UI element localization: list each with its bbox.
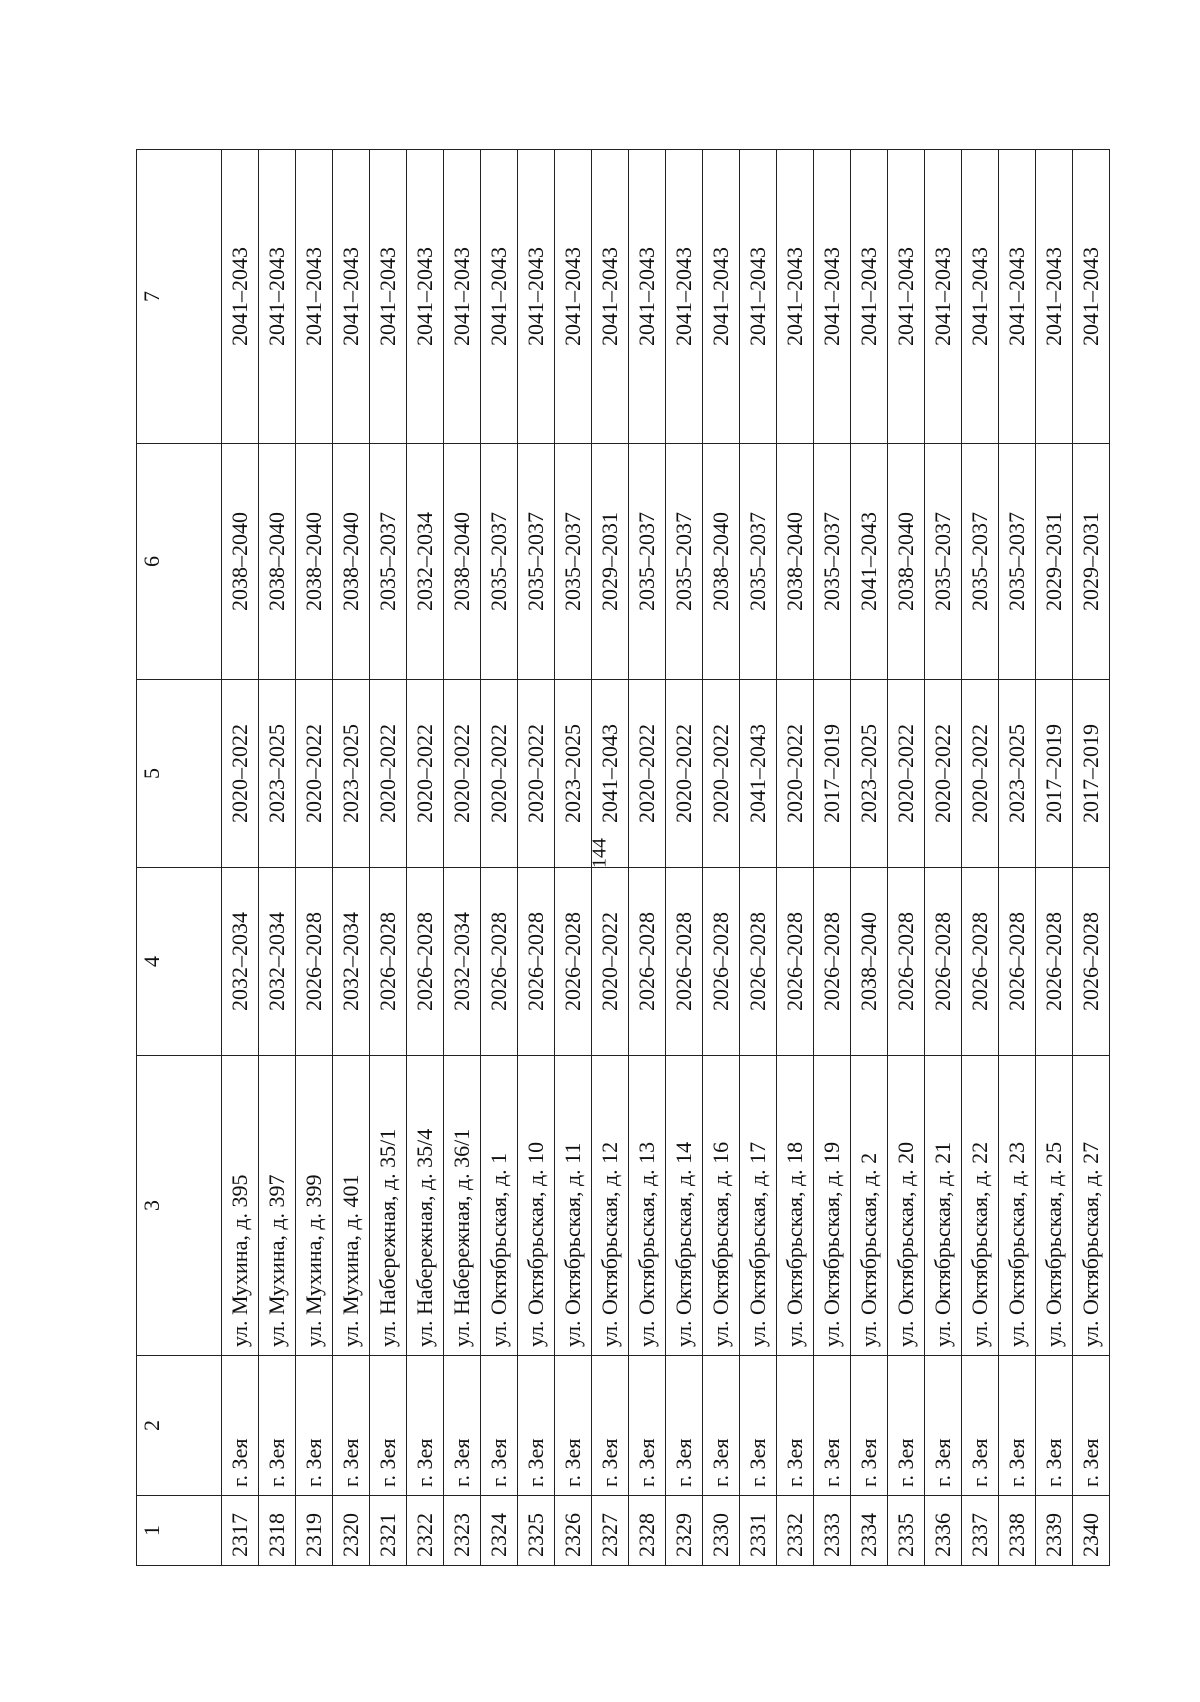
- address-cell: ул. Октябрьская, д. 23: [999, 1056, 1036, 1356]
- address-cell: ул. Набережная, д. 36/1: [444, 1056, 481, 1356]
- period-col4-cell: 2026–2028: [518, 868, 555, 1056]
- period-col5-cell: 2020–2022: [370, 680, 407, 868]
- period-col5-cell: 2020–2022: [481, 680, 518, 868]
- period-col4-cell: 2026–2028: [481, 868, 518, 1056]
- city-cell: г. Зея: [222, 1356, 259, 1496]
- row-number-cell: 2317: [222, 1496, 259, 1566]
- row-number-cell: 2320: [333, 1496, 370, 1566]
- column-header: 6: [137, 444, 222, 680]
- table-row: [296, 150, 333, 1566]
- table-row: [740, 150, 777, 1566]
- row-number-cell: 2339: [1036, 1496, 1073, 1566]
- city-cell: г. Зея: [592, 1356, 629, 1496]
- row-number-cell: 2340: [1073, 1496, 1110, 1566]
- city-cell: г. Зея: [333, 1356, 370, 1496]
- address-cell: ул. Октябрьская, д. 18: [777, 1056, 814, 1356]
- period-col6-cell: 2029–2031: [1073, 444, 1110, 680]
- period-col6-cell: 2035–2037: [518, 444, 555, 680]
- period-col4-cell: 2026–2028: [703, 868, 740, 1056]
- period-col7-cell: 2041–2043: [629, 150, 666, 444]
- period-col4-cell: 2026–2028: [407, 868, 444, 1056]
- period-col7-cell: 2041–2043: [481, 150, 518, 444]
- address-cell: ул. Октябрьская, д. 2: [851, 1056, 888, 1356]
- period-col6-cell: 2029–2031: [592, 444, 629, 680]
- period-col5-cell: 2023–2025: [851, 680, 888, 868]
- city-cell: г. Зея: [703, 1356, 740, 1496]
- row-number-cell: 2324: [481, 1496, 518, 1566]
- period-col5-cell: 2020–2022: [777, 680, 814, 868]
- period-col5-cell: 2020–2022: [629, 680, 666, 868]
- city-cell: г. Зея: [259, 1356, 296, 1496]
- period-col5-cell: 2017–2019: [1036, 680, 1073, 868]
- column-header: 3: [137, 1056, 222, 1356]
- period-col7-cell: 2041–2043: [259, 150, 296, 444]
- period-col6-cell: 2035–2037: [481, 444, 518, 680]
- address-cell: ул. Набережная, д. 35/1: [370, 1056, 407, 1356]
- period-col7-cell: 2041–2043: [222, 150, 259, 444]
- city-cell: г. Зея: [666, 1356, 703, 1496]
- period-col4-cell: 2026–2028: [666, 868, 703, 1056]
- table-row: [703, 150, 740, 1566]
- row-number-cell: 2338: [999, 1496, 1036, 1566]
- row-number-cell: 2326: [555, 1496, 592, 1566]
- period-col6-cell: 2041–2043: [851, 444, 888, 680]
- row-number-cell: 2337: [962, 1496, 999, 1566]
- period-col7-cell: 2041–2043: [999, 150, 1036, 444]
- row-number-cell: 2334: [851, 1496, 888, 1566]
- period-col7-cell: 2041–2043: [1036, 150, 1073, 444]
- row-number-cell: 2318: [259, 1496, 296, 1566]
- table-row: [814, 150, 851, 1566]
- period-col6-cell: 2035–2037: [962, 444, 999, 680]
- period-col6-cell: 2038–2040: [777, 444, 814, 680]
- period-col4-cell: 2032–2034: [259, 868, 296, 1056]
- period-col4-cell: 2026–2028: [555, 868, 592, 1056]
- table-row: [592, 150, 629, 1566]
- period-col5-cell: 2020–2022: [925, 680, 962, 868]
- row-number-cell: 2332: [777, 1496, 814, 1566]
- city-cell: г. Зея: [444, 1356, 481, 1496]
- table-row: [444, 150, 481, 1566]
- period-col7-cell: 2041–2043: [518, 150, 555, 444]
- period-col7-cell: 2041–2043: [814, 150, 851, 444]
- row-number-cell: 2331: [740, 1496, 777, 1566]
- period-col7-cell: 2041–2043: [407, 150, 444, 444]
- register-table-wrapper: [136, 150, 1103, 1566]
- period-col5-cell: 2020–2022: [666, 680, 703, 868]
- row-number-cell: 2319: [296, 1496, 333, 1566]
- city-cell: г. Зея: [777, 1356, 814, 1496]
- row-number-cell: 2328: [629, 1496, 666, 1566]
- address-cell: ул. Октябрьская, д. 22: [962, 1056, 999, 1356]
- period-col4-cell: 2032–2034: [222, 868, 259, 1056]
- period-col4-cell: 2038–2040: [851, 868, 888, 1056]
- period-col5-cell: 2020–2022: [518, 680, 555, 868]
- period-col7-cell: 2041–2043: [962, 150, 999, 444]
- period-col6-cell: 2035–2037: [629, 444, 666, 680]
- period-col6-cell: 2035–2037: [999, 444, 1036, 680]
- period-col6-cell: 2038–2040: [444, 444, 481, 680]
- table-row: [370, 150, 407, 1566]
- period-col5-cell: 2020–2022: [407, 680, 444, 868]
- period-col6-cell: 2035–2037: [814, 444, 851, 680]
- table-row: [518, 150, 555, 1566]
- row-number-cell: 2325: [518, 1496, 555, 1566]
- period-col7-cell: 2041–2043: [296, 150, 333, 444]
- address-cell: ул. Октябрьская, д. 12: [592, 1056, 629, 1356]
- city-cell: г. Зея: [407, 1356, 444, 1496]
- address-cell: ул. Октябрьская, д. 13: [629, 1056, 666, 1356]
- address-cell: ул. Октябрьская, д. 17: [740, 1056, 777, 1356]
- table-row: [1073, 150, 1110, 1566]
- period-col5-cell: 2023–2025: [999, 680, 1036, 868]
- period-col4-cell: 2020–2022: [592, 868, 629, 1056]
- period-col5-cell: 2017–2019: [814, 680, 851, 868]
- column-header: 7: [137, 150, 222, 444]
- period-col6-cell: 2035–2037: [555, 444, 592, 680]
- period-col5-cell: 2020–2022: [222, 680, 259, 868]
- address-cell: ул. Октябрьская, д. 25: [1036, 1056, 1073, 1356]
- period-col4-cell: 2026–2028: [925, 868, 962, 1056]
- city-cell: г. Зея: [740, 1356, 777, 1496]
- period-col4-cell: 2026–2028: [296, 868, 333, 1056]
- city-cell: г. Зея: [555, 1356, 592, 1496]
- city-cell: г. Зея: [814, 1356, 851, 1496]
- period-col6-cell: 2032–2034: [407, 444, 444, 680]
- row-number-cell: 2327: [592, 1496, 629, 1566]
- period-col7-cell: 2041–2043: [1073, 150, 1110, 444]
- register-table: [136, 149, 1110, 1566]
- period-col7-cell: 2041–2043: [703, 150, 740, 444]
- period-col6-cell: 2038–2040: [222, 444, 259, 680]
- period-col5-cell: 2041–2043: [740, 680, 777, 868]
- column-header: 1: [137, 1496, 222, 1566]
- address-cell: ул. Мухина, д. 399: [296, 1056, 333, 1356]
- period-col4-cell: 2026–2028: [962, 868, 999, 1056]
- table-row: [962, 150, 999, 1566]
- table-row: [481, 150, 518, 1566]
- city-cell: г. Зея: [962, 1356, 999, 1496]
- period-col5-cell: 2020–2022: [444, 680, 481, 868]
- address-cell: ул. Октябрьская, д. 19: [814, 1056, 851, 1356]
- period-col6-cell: 2038–2040: [259, 444, 296, 680]
- period-col5-cell: 2017–2019: [1073, 680, 1110, 868]
- address-cell: ул. Октябрьская, д. 1: [481, 1056, 518, 1356]
- row-number-cell: 2323: [444, 1496, 481, 1566]
- address-cell: ул. Мухина, д. 395: [222, 1056, 259, 1356]
- period-col4-cell: 2026–2028: [814, 868, 851, 1056]
- address-cell: ул. Мухина, д. 401: [333, 1056, 370, 1356]
- period-col7-cell: 2041–2043: [740, 150, 777, 444]
- row-number-cell: 2321: [370, 1496, 407, 1566]
- row-number-cell: 2336: [925, 1496, 962, 1566]
- period-col7-cell: 2041–2043: [333, 150, 370, 444]
- period-col6-cell: 2038–2040: [333, 444, 370, 680]
- city-cell: г. Зея: [925, 1356, 962, 1496]
- city-cell: г. Зея: [1036, 1356, 1073, 1496]
- city-cell: г. Зея: [1073, 1356, 1110, 1496]
- period-col4-cell: 2026–2028: [1036, 868, 1073, 1056]
- table-row: [666, 150, 703, 1566]
- table-row: [222, 150, 259, 1566]
- table-row: [1036, 150, 1073, 1566]
- table-body: [137, 150, 1110, 1566]
- period-col4-cell: 2032–2034: [444, 868, 481, 1056]
- period-col7-cell: 2041–2043: [592, 150, 629, 444]
- table-row: [259, 150, 296, 1566]
- address-cell: ул. Октябрьская, д. 20: [888, 1056, 925, 1356]
- city-cell: г. Зея: [481, 1356, 518, 1496]
- table-row: [888, 150, 925, 1566]
- column-header: 4: [137, 868, 222, 1056]
- column-header: 5: [137, 680, 222, 868]
- header-row: [137, 150, 222, 1566]
- table-row: [629, 150, 666, 1566]
- period-col7-cell: 2041–2043: [666, 150, 703, 444]
- period-col6-cell: 2038–2040: [296, 444, 333, 680]
- table-row: [851, 150, 888, 1566]
- table-row: [777, 150, 814, 1566]
- city-cell: г. Зея: [629, 1356, 666, 1496]
- period-col7-cell: 2041–2043: [925, 150, 962, 444]
- page-number: 144: [588, 838, 611, 868]
- period-col6-cell: 2035–2037: [370, 444, 407, 680]
- period-col7-cell: 2041–2043: [888, 150, 925, 444]
- period-col6-cell: 2038–2040: [703, 444, 740, 680]
- address-cell: ул. Октябрьская, д. 16: [703, 1056, 740, 1356]
- address-cell: ул. Октябрьская, д. 14: [666, 1056, 703, 1356]
- address-cell: ул. Октябрьская, д. 27: [1073, 1056, 1110, 1356]
- address-cell: ул. Октябрьская, д. 10: [518, 1056, 555, 1356]
- period-col4-cell: 2026–2028: [629, 868, 666, 1056]
- table-row: [999, 150, 1036, 1566]
- period-col6-cell: 2038–2040: [888, 444, 925, 680]
- address-cell: ул. Октябрьская, д. 11: [555, 1056, 592, 1356]
- period-col7-cell: 2041–2043: [370, 150, 407, 444]
- table-row: [555, 150, 592, 1566]
- period-col5-cell: 2023–2025: [555, 680, 592, 868]
- period-col4-cell: 2026–2028: [777, 868, 814, 1056]
- table-row: [925, 150, 962, 1566]
- address-cell: ул. Мухина, д. 397: [259, 1056, 296, 1356]
- table-row: [407, 150, 444, 1566]
- period-col7-cell: 2041–2043: [444, 150, 481, 444]
- period-col7-cell: 2041–2043: [777, 150, 814, 444]
- city-cell: г. Зея: [851, 1356, 888, 1496]
- period-col6-cell: 2029–2031: [1036, 444, 1073, 680]
- city-cell: г. Зея: [999, 1356, 1036, 1496]
- period-col7-cell: 2041–2043: [851, 150, 888, 444]
- period-col6-cell: 2035–2037: [666, 444, 703, 680]
- period-col5-cell: 2020–2022: [888, 680, 925, 868]
- period-col5-cell: 2020–2022: [962, 680, 999, 868]
- period-col4-cell: 2026–2028: [999, 868, 1036, 1056]
- period-col4-cell: 2032–2034: [333, 868, 370, 1056]
- period-col7-cell: 2041–2043: [555, 150, 592, 444]
- period-col4-cell: 2026–2028: [370, 868, 407, 1056]
- period-col4-cell: 2026–2028: [740, 868, 777, 1056]
- address-cell: ул. Октябрьская, д. 21: [925, 1056, 962, 1356]
- row-number-cell: 2329: [666, 1496, 703, 1566]
- row-number-cell: 2322: [407, 1496, 444, 1566]
- table-row: [333, 150, 370, 1566]
- period-col5-cell: 2041–2043: [592, 680, 629, 868]
- period-col6-cell: 2035–2037: [925, 444, 962, 680]
- period-col4-cell: 2026–2028: [888, 868, 925, 1056]
- period-col5-cell: 2020–2022: [703, 680, 740, 868]
- row-number-cell: 2330: [703, 1496, 740, 1566]
- city-cell: г. Зея: [296, 1356, 333, 1496]
- period-col5-cell: 2020–2022: [296, 680, 333, 868]
- row-number-cell: 2333: [814, 1496, 851, 1566]
- period-col6-cell: 2035–2037: [740, 444, 777, 680]
- city-cell: г. Зея: [888, 1356, 925, 1496]
- city-cell: г. Зея: [518, 1356, 555, 1496]
- address-cell: ул. Набережная, д. 35/4: [407, 1056, 444, 1356]
- row-number-cell: 2335: [888, 1496, 925, 1566]
- column-header: 2: [137, 1356, 222, 1496]
- period-col5-cell: 2023–2025: [333, 680, 370, 868]
- period-col4-cell: 2026–2028: [1073, 868, 1110, 1056]
- city-cell: г. Зея: [370, 1356, 407, 1496]
- period-col5-cell: 2023–2025: [259, 680, 296, 868]
